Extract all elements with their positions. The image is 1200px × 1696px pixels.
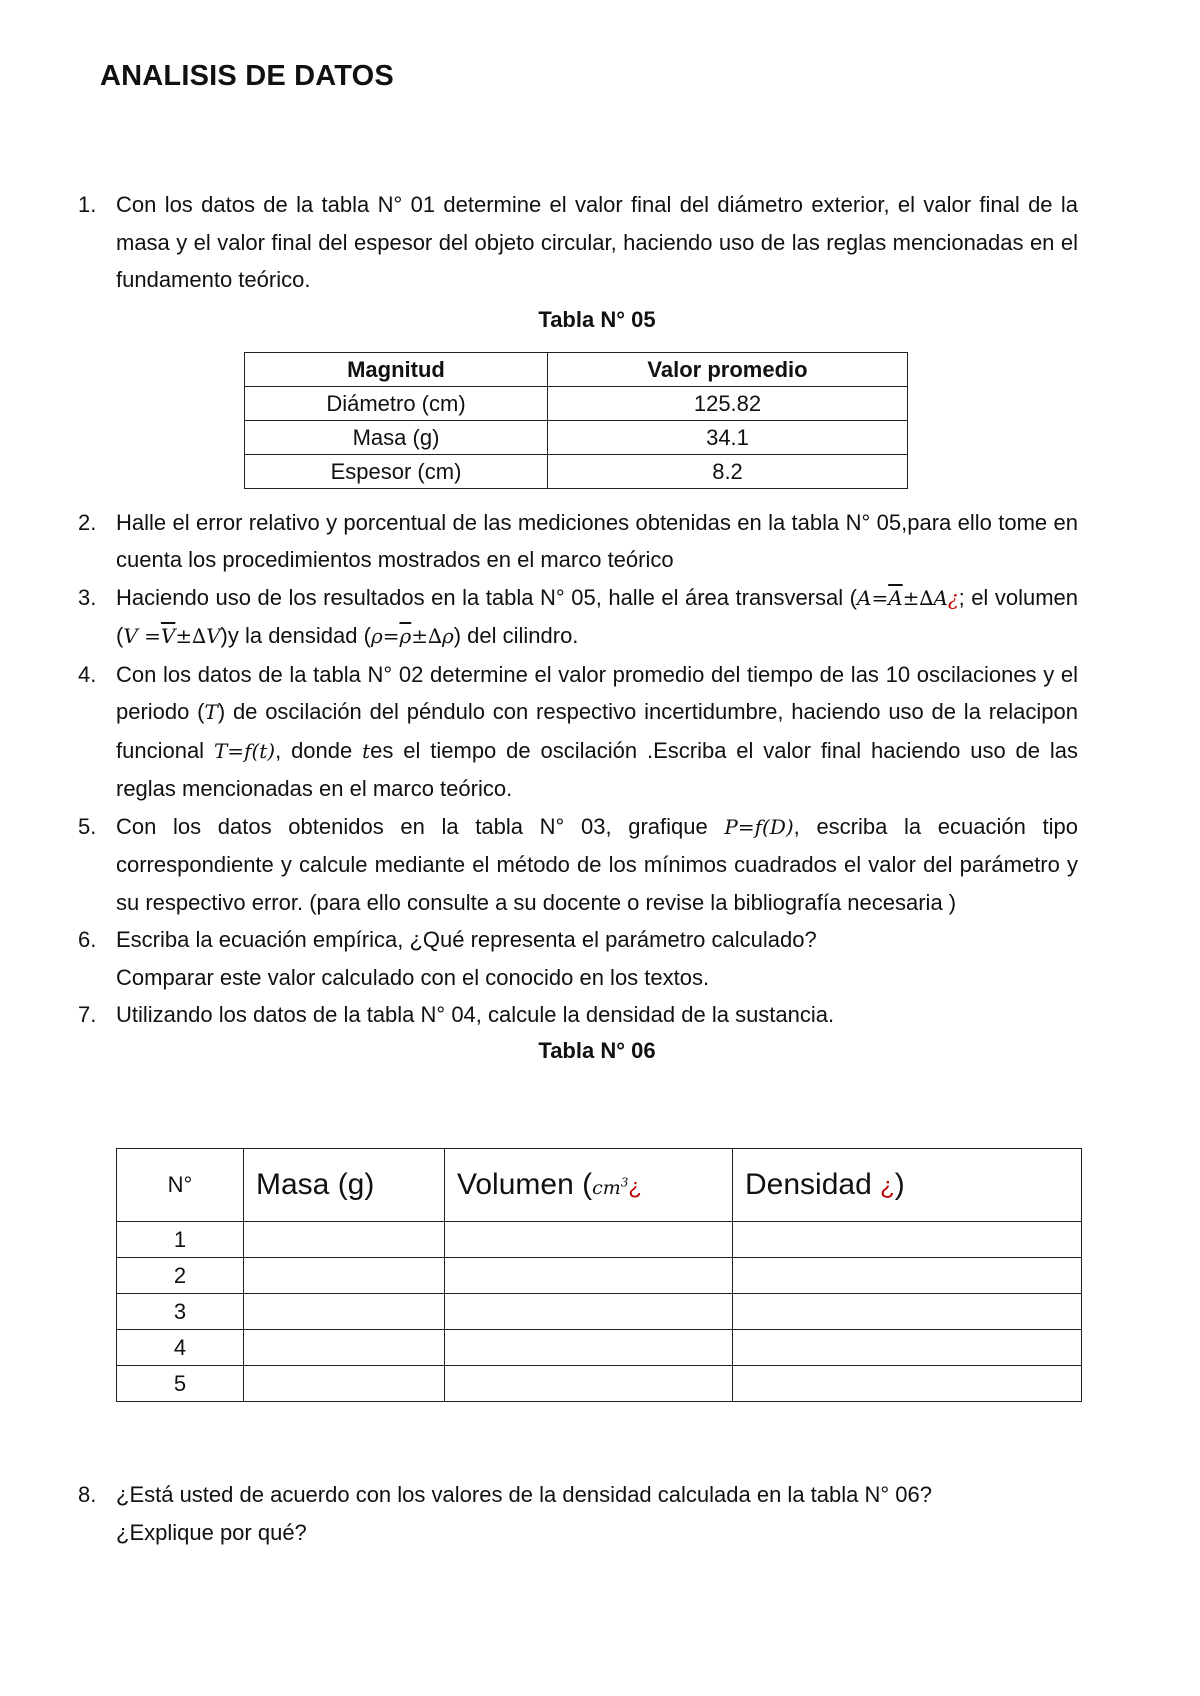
question-text: ¿Explique por qué? [116, 1519, 307, 1545]
question-6 [78, 921, 1078, 996]
cell-densidad [733, 1366, 1082, 1402]
question-text: Con los datos de la tabla N° 02 determine el valor promedio del tiempo de las 10 oscilaciones y el periodo ( [116, 661, 1078, 724]
question-text: Con los datos obtenidos en la tabla N° 03, grafique [116, 813, 725, 839]
table6-caption: Tabla N° 06 [538, 1037, 656, 1063]
period-symbol: T [204, 700, 218, 724]
table-header-row [245, 353, 908, 387]
question-number: 3. [78, 584, 97, 610]
header-densidad [733, 1149, 1082, 1222]
cell-valor: 8.2 [548, 455, 908, 489]
row-number: 2 [117, 1258, 244, 1294]
header-valor-promedio: Valor promedio [548, 353, 908, 387]
cell-magnitud: Masa (g) [245, 421, 548, 455]
cell-densidad [733, 1222, 1082, 1258]
header-volumen [445, 1149, 733, 1222]
table-row [245, 421, 908, 455]
table-row [117, 1294, 1082, 1330]
question-text: es el tiempo de oscilación .Escriba el valor final haciendo uso de las reglas mencionadas en el marco teórico. [116, 737, 1078, 801]
cell-masa [244, 1366, 445, 1402]
question-text: ) del cilindro. [453, 623, 579, 648]
question-number: 5. [78, 813, 97, 839]
cell-densidad [733, 1294, 1082, 1330]
cell-valor: 125.82 [548, 387, 908, 421]
table-row [245, 455, 908, 489]
question-2 [78, 504, 1078, 579]
plot-relation: P=f(D) [724, 814, 794, 839]
cell-volumen [445, 1366, 733, 1402]
table-row [117, 1222, 1082, 1258]
question-3 [78, 579, 1078, 656]
question-number: 7. [78, 1002, 97, 1027]
table-row [117, 1258, 1082, 1294]
header-magnitud: Magnitud [245, 353, 548, 387]
unit-exponent: 3 [620, 1175, 629, 1190]
header-numero: N° [117, 1149, 244, 1222]
broken-glyph: ¿ [628, 1174, 642, 1199]
table-06 [116, 1148, 1082, 1402]
question-text: ¿Está usted de acuerdo con los valores de la densidad calculada en la tabla N° 06? [116, 1482, 932, 1507]
eq-mean: $\overline{V}$ [160, 624, 176, 648]
cell-densidad [733, 1330, 1082, 1366]
cell-volumen [445, 1222, 733, 1258]
question-text: Halle el error relativo y porcentual de las mediciones obtenidas en la tabla N° 05,para ello tome en cuenta los procedimientos mostrados en el marco teórico [116, 509, 1078, 572]
question-text: Haciendo uso de los resultados en la tabla N° 05, halle el área transversal ( [116, 584, 857, 610]
question-number: 8. [78, 1482, 97, 1507]
eq-lhs: ρ= [370, 624, 400, 648]
cell-volumen [445, 1258, 733, 1294]
header-masa: Masa (g) [244, 1149, 445, 1222]
cell-valor: 34.1 [548, 421, 908, 455]
header-paren: ) [894, 1168, 905, 1201]
header-densidad-label: Densidad [745, 1168, 881, 1201]
cell-volumen [445, 1330, 733, 1366]
eq-lhs: A= [857, 585, 889, 610]
table5-caption: Tabla N° 05 [538, 306, 656, 332]
area-equation [857, 586, 959, 610]
unit-base: cm [592, 1177, 621, 1199]
row-number: 3 [117, 1294, 244, 1330]
broken-glyph: ¿ [947, 585, 959, 610]
time-symbol: t [362, 738, 371, 763]
cell-volumen [445, 1294, 733, 1330]
table-row [117, 1366, 1082, 1402]
cell-masa [244, 1258, 445, 1294]
question-text: ) de oscilación del péndulo con respectivo incertidumbre, haciendo uso de la relacipon funcional [116, 699, 1078, 763]
question-number: 2. [78, 509, 97, 535]
volume-unit [592, 1177, 628, 1199]
question-text: Escriba la ecuación empírica, ¿Qué representa el parámetro calculado? [116, 927, 817, 952]
question-8 [78, 1476, 1078, 1551]
functional-relation: T=f(t) [213, 738, 276, 763]
question-text: Con los datos de la tabla N° 01 determine el valor final del diámetro exterior, el valor final de la masa y el valor final del espesor del objeto circular, haciendo uso de las reglas mencionadas en el fundamento teórico. [116, 192, 1078, 292]
question-text: , donde [275, 737, 363, 763]
eq-mean: $\overline{A}$ [888, 585, 903, 610]
table-header-row [117, 1149, 1082, 1222]
question-5 [78, 808, 1078, 922]
eq-error: ±∆A [902, 585, 948, 610]
eq-error: ±∆V [175, 624, 221, 648]
question-number: 1. [78, 192, 97, 217]
page-title: ANALISIS DE DATOS [100, 60, 394, 92]
eq-error: ±∆ρ [411, 624, 454, 648]
cell-masa [244, 1330, 445, 1366]
table-05 [244, 352, 908, 489]
density-equation [371, 624, 454, 648]
eq-mean: $\overline{\rho}$ [399, 624, 412, 648]
cell-masa [244, 1222, 445, 1258]
question-number: 4. [78, 661, 97, 687]
volume-equation [123, 624, 220, 648]
table-row [117, 1330, 1082, 1366]
cell-magnitud: Diámetro (cm) [245, 387, 548, 421]
cell-magnitud: Espesor (cm) [245, 455, 548, 489]
row-number: 5 [117, 1366, 244, 1402]
table-row [245, 387, 908, 421]
question-text: Comparar este valor calculado con el conocido en los textos. [116, 964, 710, 990]
cell-densidad [733, 1258, 1082, 1294]
header-volumen-label: Volumen ( [457, 1168, 593, 1201]
question-text: Utilizando los datos de la tabla N° 04, calcule la densidad de la sustancia. [116, 1002, 835, 1027]
eq-lhs: V = [123, 624, 161, 648]
question-text: )y la densidad ( [220, 623, 371, 648]
question-list [78, 186, 1078, 1069]
question-7 [78, 996, 1078, 1069]
question-text: , escriba la ecuación tipo correspondiente y calcule mediante el método de los mínimos cuadrados el valor del parámetro y su respectivo error. (para ello consulte a su docente o revise la bibliografía necesaria ) [116, 813, 1079, 915]
question-number: 6. [78, 927, 97, 952]
question-text: ; el volumen ( [116, 584, 1079, 648]
cell-masa [244, 1294, 445, 1330]
broken-glyph: ¿ [880, 1173, 895, 1200]
row-number: 1 [117, 1222, 244, 1258]
row-number: 4 [117, 1330, 244, 1366]
question-4 [78, 656, 1078, 808]
